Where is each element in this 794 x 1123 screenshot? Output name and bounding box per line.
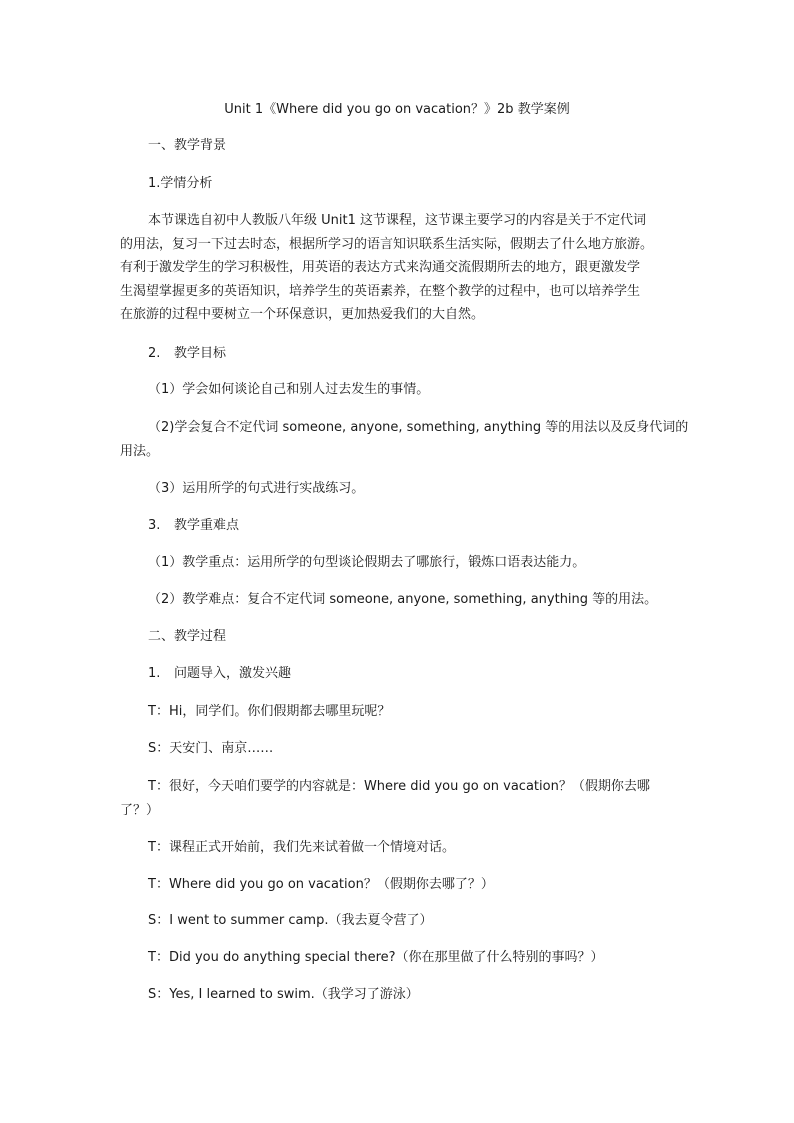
key-point-1: （1）教学重点：运用所学的句型谈论假期去了哪旅行，锻炼口语表达能力。 — [148, 555, 586, 570]
step1-number: 1. — [148, 666, 161, 681]
dialogue-line: S：Yes, I learned to swim.（我学习了游泳） — [148, 987, 419, 1002]
dialogue-line: T：课程正式开始前，我们先来试着做一个情境对话。 — [148, 840, 455, 855]
dialogue-line: S：天安门、南京…… — [148, 741, 274, 756]
item1-line: 生渴望掌握更多的英语知识，培养学生的英语素养，在整个教学的过程中，也可以培养学生 — [120, 283, 641, 299]
dialogue-block — [120, 775, 676, 822]
item3-heading-row — [148, 517, 239, 535]
item1-paragraph — [120, 209, 676, 327]
goal-2-line: 用法。 — [120, 443, 160, 459]
dialogue-line: 了？） — [120, 802, 160, 818]
dialogue-line: T：很好，今天咱们要学的内容就是：Where did you go on vacation？（假期你去哪 — [148, 779, 650, 794]
item2-heading-row — [148, 345, 226, 363]
item1-line: 的用法，复习一下过去时态，根据所学习的语言知识联系生活实际，假期去了什么地方旅游。 — [120, 236, 654, 252]
item1-line: 在旅游的过程中要树立一个环保意识，更加热爱我们的大自然。 — [120, 307, 485, 322]
dialogue-line: S：I went to summer camp.（我去夏令营了） — [148, 913, 433, 928]
dialogue-line: T：Did you do anything special there?（你在那里做了什么特别的事吗？） — [148, 950, 604, 965]
step1-heading: 问题导入，激发兴趣 — [174, 666, 292, 681]
item1-heading: 1.学情分析 — [148, 176, 213, 191]
item2-heading: 教学目标 — [174, 346, 227, 361]
goal-2-line: （2)学会复合不定代词 someone, anyone, something, anything 等的用法以及反身代词的 — [148, 420, 689, 435]
section1-heading: 一、教学背景 — [148, 138, 227, 153]
dialogue-line: T：Where did you go on vacation？（假期你去哪了？） — [148, 877, 494, 892]
item1-line: 有利于激发学生的学习积极性，用英语的表达方式来沟通交流假期所去的地方，跟更激发学 — [120, 260, 641, 275]
key-point-2: （2）教学难点：复合不定代词 someone, anyone, something, anything 等的用法。 — [148, 592, 658, 607]
dialogue-line: T：Hi，同学们。你们假期都去哪里玩呢？ — [148, 704, 391, 719]
section2-heading: 二、教学过程 — [148, 629, 227, 644]
item3-number: 3. — [148, 518, 161, 533]
goal-1: （1）学会如何谈论自己和别人过去发生的事情。 — [148, 382, 430, 397]
document-title: Unit 1《Where did you go on vacation？》2b 教学案例 — [224, 102, 570, 117]
item3-heading: 教学重难点 — [174, 518, 240, 533]
step1-heading-row — [148, 665, 291, 683]
item2-number: 2. — [148, 346, 161, 361]
item1-line: 本节课选自初中人教版八年级 Unit1 这节课程，这节课主要学习的内容是关于不定代词 — [148, 213, 646, 228]
goal-3: （3）运用所学的句式进行实战练习。 — [148, 481, 365, 496]
goal-2 — [120, 416, 689, 463]
